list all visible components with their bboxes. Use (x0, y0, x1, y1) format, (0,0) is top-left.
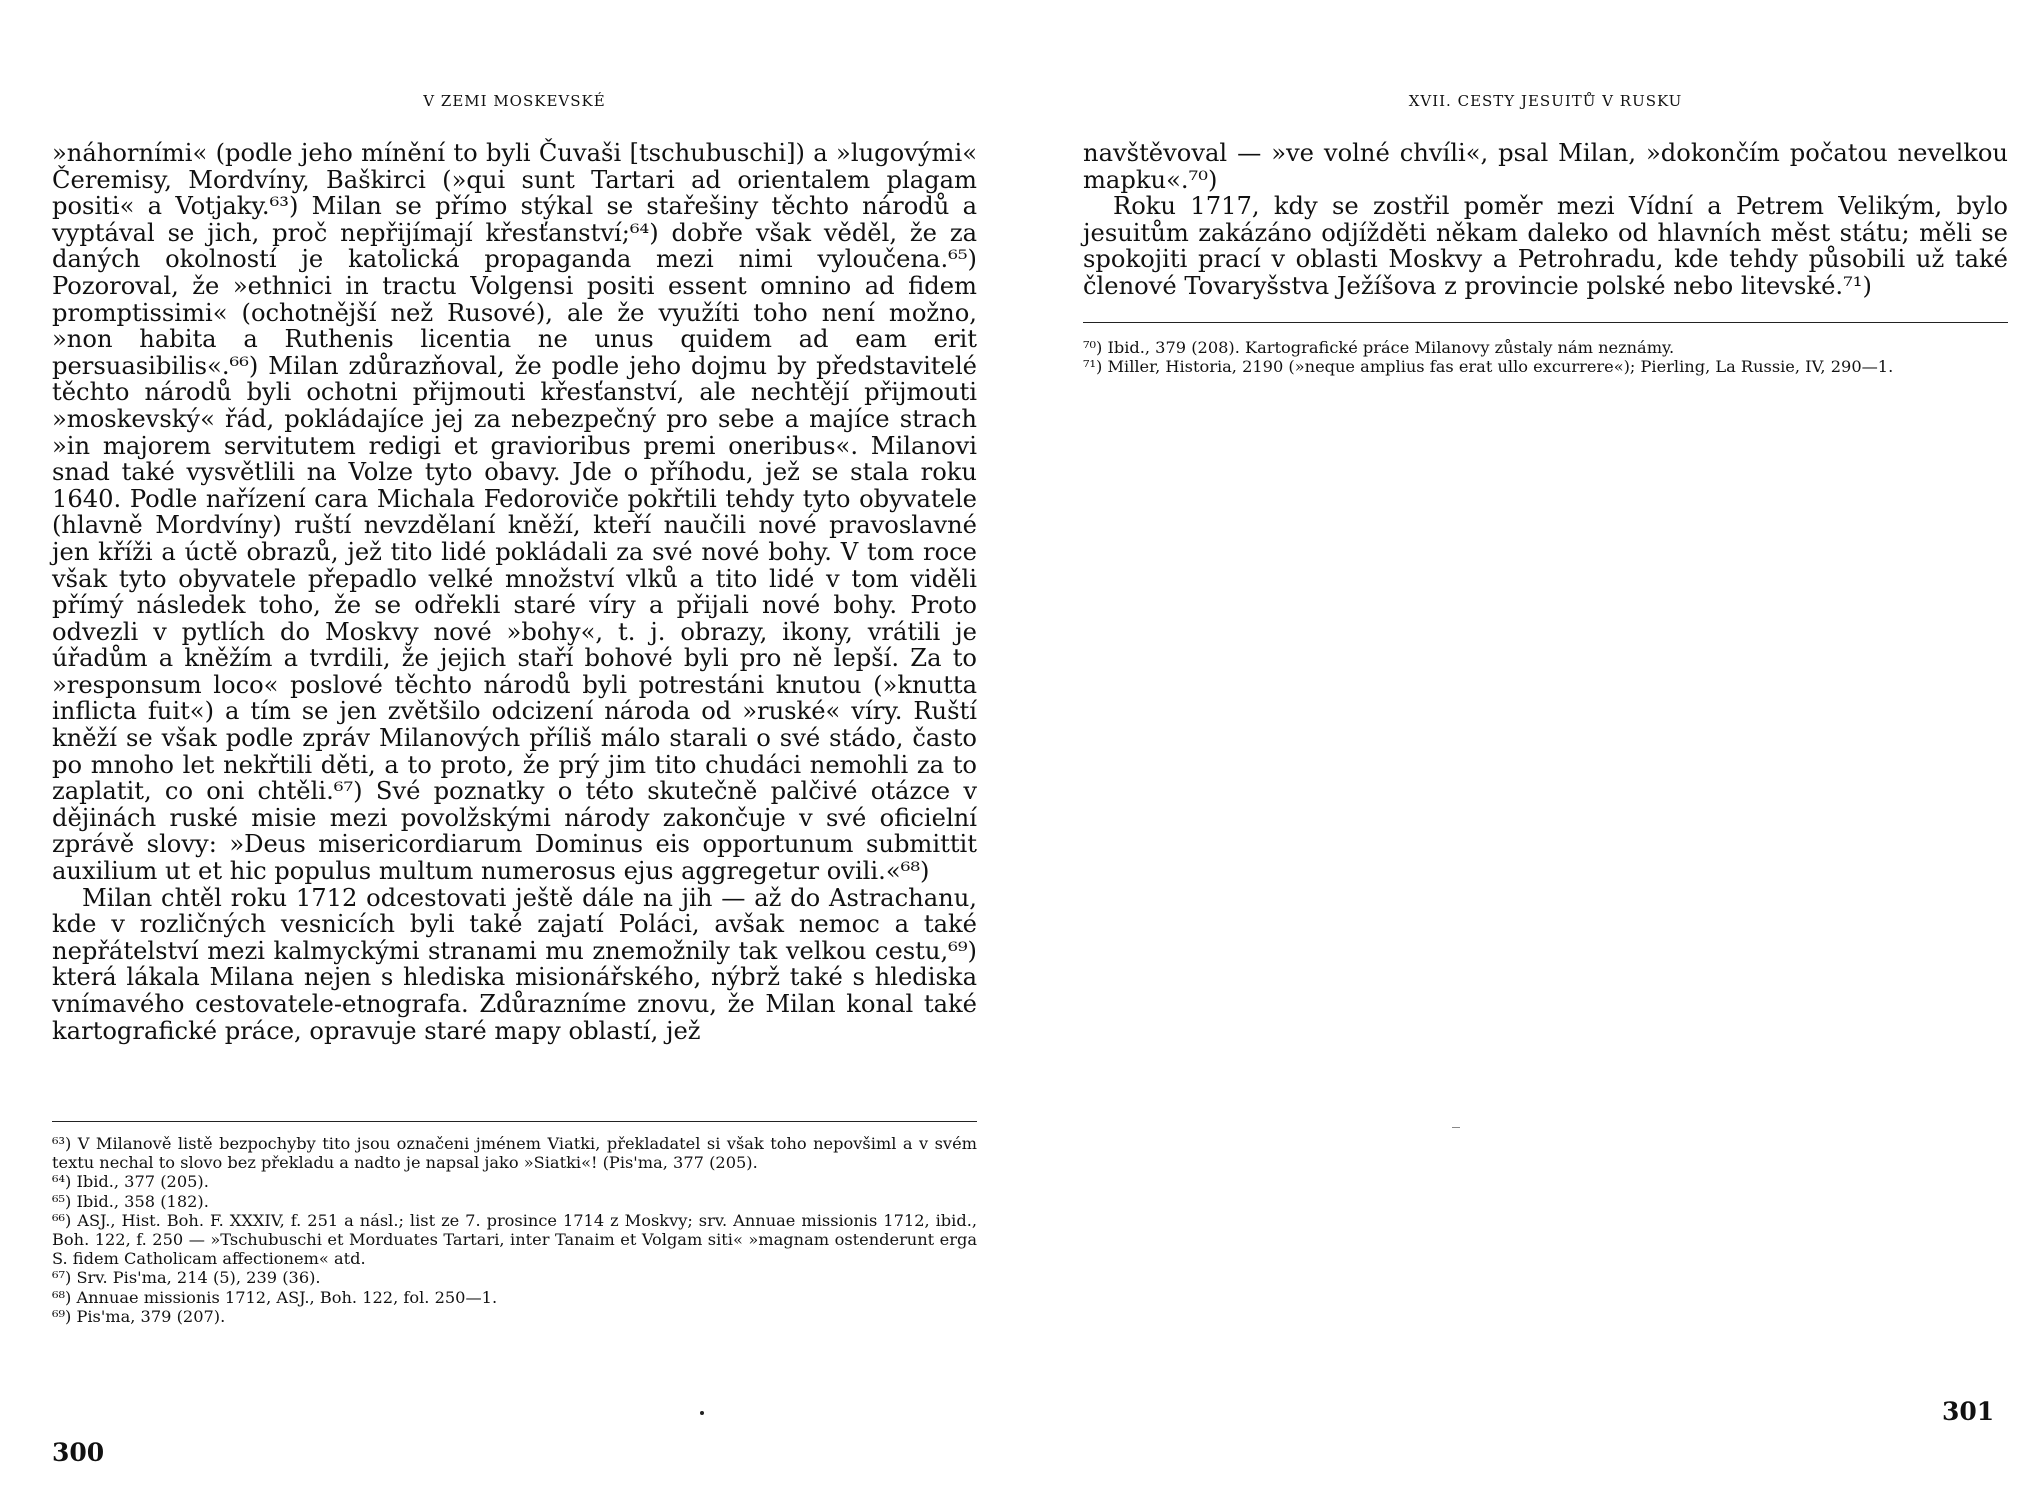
footnote: ⁶³) V Milanově listě bezpochyby tito jsou označeni jménem Viatki, překladatel si však toho nepovšiml a v svém textu nechal to slovo bez překladu a nadto je napsal jako »Siatki«! (Pis'ma, 377 (205). (52, 1134, 977, 1173)
footnote: ⁶⁸) Annuae missionis 1712, ASJ., Boh. 122, fol. 250—1. (52, 1287, 498, 1307)
footnote-rule-right (1083, 322, 2008, 323)
running-head-left: V ZEMI MOSKEVSKÉ (423, 92, 606, 110)
ink-speck (700, 1411, 704, 1415)
paragraph: navštěvoval — »ve volné chvíli«, psal Milan, »dokončím počatou nevelkou mapku«.⁷⁰) (1083, 139, 2008, 194)
footnote: ⁶⁷) Srv. Pis'ma, 214 (5), 239 (36). (52, 1268, 321, 1288)
paragraph: »náhorními« (podle jeho mínění to byli Čuvaši [tschubuschi]) a »lugovými« Čeremisy, Mordvíny, Baškirci (»qui sunt Tartari ad orientalem plagam positi« a Votjaky.⁶³) Milan se přímo stýkal se stařešiny těchto národů a vyptával se jich, proč nepřijímají křesťanství;⁶⁴) dobře však věděl, že za daných okolností je katolická propaganda mezi nimi vyloučena.⁶⁵) Pozoroval, že »ethnici in tractu Volgensi positi essent omnino ad fidem promptissimi« (ochotnější než Rusové), ale že využíti toho není možno, »non habita a Ruthenis licentia ne unus quidem ad eam erit persuasibilis«.⁶⁶) Milan zdůrazňoval, že podle jeho dojmu by představitelé těchto národů byli ochotni přijmouti křesťanství, ale nechtějí přijmouti »moskevský« řád, pokládajíce jej za nebezpečný pro sebe a majíce strach »in majorem servitutem redigi et gravioribus premi oneribus«. Milanovi snad také vysvětlili na Volze tyto obavy. Jde o příhodu, jež se stala roku 1640. Podle nařízení cara Michala Fedoroviče pokřtili tehdy tyto obyvatele (hlavně Mordvíny) ruští nevzdělaní kněží, kteří naučili nové pravoslavné jen kříži a úctě obrazů, jež tito lidé pokládali za své nové bohy. V tom roce však tyto obyvatele přepadlo velké množství vlků a tito lidé v tom viděli přímý následek toho, že se odřekli staré víry a přijali nové bohy. Proto odvezli v pytlích do Moskvy nové »bohy«, t. j. obrazy, ikony, vrátili je úřadům a kněžím a tvrdili, že jejich staří bohové byli pro ně lepší. Za to »responsum loco« poslové těchto národů byli potrestáni knutou (»knutta inflicta fuit«) a tím se jen zvětšilo odcizení národa od »ruské« víry. Ruští kněží se však podle zpráv Milanových příliš málo starali o své stádo, často po mnoho let nekřtili děti, a to proto, že prý jim tito chudáci nemohli za to zaplatit, co oni chtěli.⁶⁷) Své poznatky o této skutečně palčivé otázce v dějinách ruské misie mezi povolžskými národy zakončuje v své oficielní zprávě slovy: »Deus misericordiarum Dominus eis opportunum submittit auxilium ut et hic populus multum numerosus ejus aggregetur ovili.«⁶⁸) (52, 139, 977, 886)
footnote: ⁶⁴) Ibid., 377 (205). (52, 1172, 209, 1192)
footnote: ⁶⁶) ASJ., Hist. Boh. F. XXXIV, f. 251 a násl.; list ze 7. prosince 1714 z Moskvy; srv. Annuae missionis 1712, ibid., Boh. 122, f. 250 — »Tschubuschi et Morduates Tartari, inter Tanaim et Volgam siti« »magnam ostenderunt erga S. fidem Catholicam affectionem« atd. (52, 1210, 977, 1269)
footnotes-right (1083, 338, 2008, 376)
body-text-right (1083, 140, 2008, 300)
footnote: ⁶⁹) Pis'ma, 379 (207). (52, 1306, 226, 1326)
footnote-rule-left (52, 1121, 977, 1122)
footnote: ⁷¹) Miller, Historia, 2190 (»neque amplius fas erat ullo excurrere«); Pierling, La Russie, IV, 290—1. (1083, 357, 1894, 377)
right-page (1017, 0, 2034, 1500)
page-number-right: 301 (1942, 1397, 1995, 1426)
body-text-left (52, 140, 977, 1044)
footnote: ⁷⁰) Ibid., 379 (208). Kartografické práce Milanovy zůstaly nám neznámy. (1083, 338, 1675, 357)
footnote: ⁶⁵) Ibid., 358 (182). (52, 1191, 209, 1211)
page-number-left: 300 (52, 1438, 105, 1467)
running-head-right: XVII. CESTY JESUITŮ V RUSKU (1408, 92, 1683, 110)
footnotes-left (52, 1134, 977, 1326)
paragraph: Milan chtěl roku 1712 odcestovati ještě dále na jih — až do Astrachanu, kde v rozličných vesnicích byli také zajatí Poláci, avšak nemoc a také nepřátelství mezi kalmyckými stranami mu znemožnily tak velkou cestu,⁶⁹) která lákala Milana nejen s hlediska misionářského, nýbrž také s hlediska vnímavého cestovatele-etnografa. Zdůrazníme znovu, že Milan konal také kartografické práce, opravuje staré mapy oblastí, jež (52, 883, 977, 1045)
paragraph: Roku 1717, kdy se zostřil poměr mezi Vídní a Petrem Velikým, bylo jesuitům zakázáno odjížděti někam daleko od hlavních měst státu; měli se spokojiti prací v oblasti Moskvy a Petrohradu, kde tehdy působili už také členové Tovaryšstva Ježíšova z provincie polské nebo litevské.⁷¹) (1083, 192, 2008, 300)
ink-speck (1452, 1127, 1460, 1128)
